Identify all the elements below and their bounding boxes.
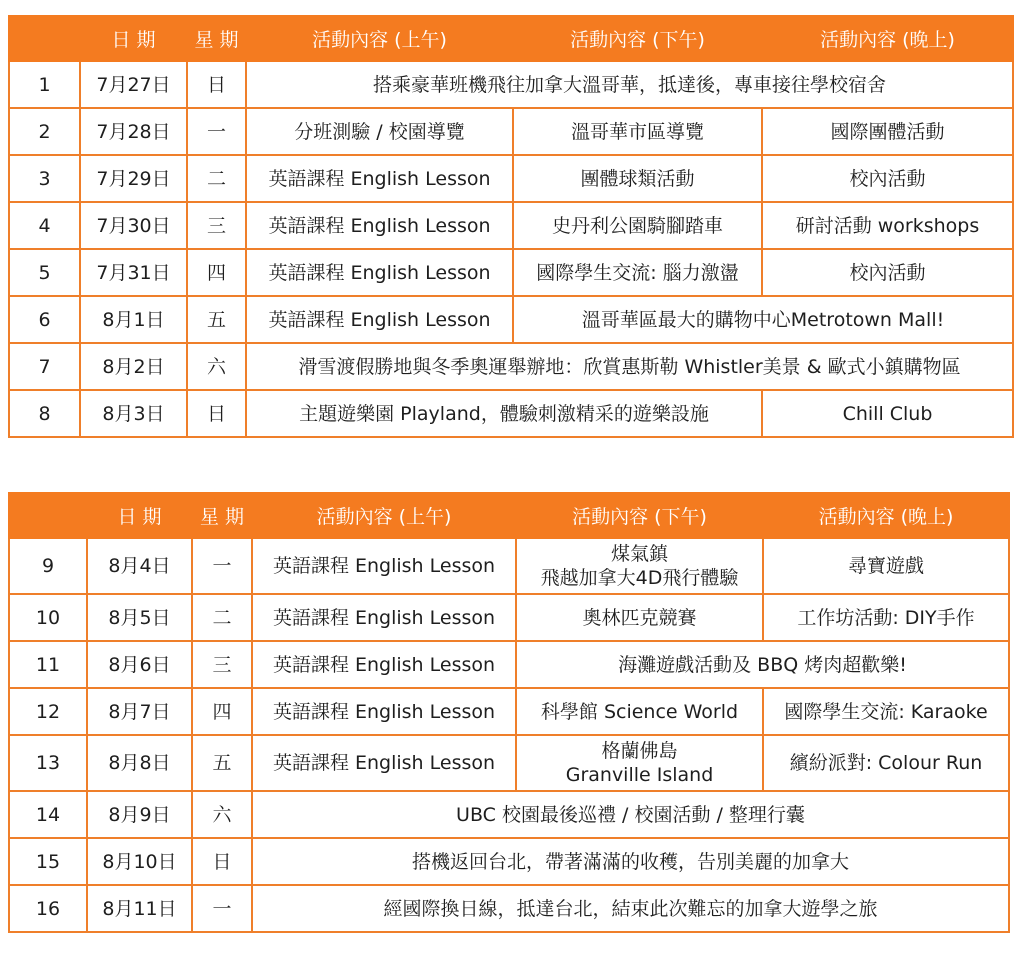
weekday-cell: 三 — [187, 202, 246, 249]
header-number — [9, 16, 80, 61]
day-number: 5 — [9, 249, 80, 296]
table-row — [9, 838, 1009, 885]
activity-morning: 英語課程 English Lesson — [246, 249, 513, 296]
activity-afternoon — [516, 538, 763, 594]
header-number — [9, 493, 87, 538]
activity-evening: 校內活動 — [762, 155, 1013, 202]
activity-afternoon-line1: 格蘭佛島 — [601, 740, 678, 762]
activity-afternoon: 科學館 Science World — [516, 688, 763, 735]
date-cell: 8月2日 — [80, 343, 187, 390]
activity-afternoon: 史丹利公園騎腳踏車 — [513, 202, 762, 249]
date-cell: 8月11日 — [87, 885, 192, 932]
day-number: 6 — [9, 296, 80, 343]
activity-morning: 英語課程 English Lesson — [246, 296, 513, 343]
day-number: 9 — [9, 538, 87, 594]
table-row — [9, 735, 1009, 791]
date-cell: 8月6日 — [87, 641, 192, 688]
header-evening: 活動內容 (晚上) — [762, 16, 1013, 61]
header-afternoon: 活動內容 (下午) — [513, 16, 762, 61]
weekday-cell: 五 — [187, 296, 246, 343]
day-number: 14 — [9, 791, 87, 838]
weekday-cell: 四 — [192, 688, 252, 735]
schedule-table-week1 — [8, 15, 1014, 438]
activity-afternoon-evening: 海灘遊戲活動及 BBQ 烤肉超歡樂! — [516, 641, 1009, 688]
day-number: 3 — [9, 155, 80, 202]
activity-evening: 校內活動 — [762, 249, 1013, 296]
activity-evening: 工作坊活動: DIY手作 — [763, 594, 1009, 641]
schedule-table-week2 — [8, 492, 1010, 933]
table-row — [9, 641, 1009, 688]
weekday-cell: 三 — [192, 641, 252, 688]
activity-afternoon — [516, 735, 763, 791]
activity-evening: 繽紛派對: Colour Run — [763, 735, 1009, 791]
table-row — [9, 688, 1009, 735]
date-cell: 8月7日 — [87, 688, 192, 735]
activity-all-day: 搭機返回台北，帶著滿滿的收穫，告別美麗的加拿大 — [252, 838, 1009, 885]
activity-afternoon-line2: 飛越加拿大4D飛行體驗 — [540, 567, 739, 589]
date-cell: 7月27日 — [80, 61, 187, 108]
weekday-cell: 二 — [187, 155, 246, 202]
table-header-row — [9, 493, 1009, 538]
day-number: 12 — [9, 688, 87, 735]
activity-evening: 國際學生交流: Karaoke — [763, 688, 1009, 735]
activity-morning: 分班測驗 / 校園導覽 — [246, 108, 513, 155]
table-row — [9, 155, 1013, 202]
weekday-cell: 日 — [192, 838, 252, 885]
header-afternoon: 活動內容 (下午) — [516, 493, 763, 538]
activity-afternoon: 奧林匹克競賽 — [516, 594, 763, 641]
table-row — [9, 61, 1013, 108]
table-row — [9, 791, 1009, 838]
date-cell: 7月30日 — [80, 202, 187, 249]
header-morning: 活動內容 (上午) — [246, 16, 513, 61]
table-row — [9, 594, 1009, 641]
date-cell: 7月31日 — [80, 249, 187, 296]
table-row — [9, 390, 1013, 437]
activity-afternoon: 國際學生交流: 腦力激盪 — [513, 249, 762, 296]
activity-morning: 英語課程 English Lesson — [252, 688, 516, 735]
header-weekday: 星 期 — [187, 16, 246, 61]
header-date: 日 期 — [87, 493, 192, 538]
table-row — [9, 538, 1009, 594]
activity-morning: 英語課程 English Lesson — [246, 155, 513, 202]
activity-morning: 英語課程 English Lesson — [252, 538, 516, 594]
weekday-cell: 一 — [192, 538, 252, 594]
activity-all-day: 搭乘豪華班機飛往加拿大溫哥華，抵達後，專車接往學校宿舍 — [246, 61, 1013, 108]
date-cell: 8月8日 — [87, 735, 192, 791]
table-row — [9, 296, 1013, 343]
date-cell: 7月29日 — [80, 155, 187, 202]
table-header-row — [9, 16, 1013, 61]
activity-afternoon: 溫哥華市區導覽 — [513, 108, 762, 155]
activity-morning: 英語課程 English Lesson — [252, 735, 516, 791]
activity-afternoon-evening: 溫哥華區最大的購物中心Metrotown Mall! — [513, 296, 1013, 343]
activity-morning: 英語課程 English Lesson — [252, 594, 516, 641]
table-row — [9, 202, 1013, 249]
day-number: 16 — [9, 885, 87, 932]
weekday-cell: 二 — [192, 594, 252, 641]
activity-morning: 英語課程 English Lesson — [246, 202, 513, 249]
activity-afternoon: 團體球類活動 — [513, 155, 762, 202]
activity-evening: Chill Club — [762, 390, 1013, 437]
table-row — [9, 249, 1013, 296]
activity-afternoon-line1: 煤氣鎮 — [610, 543, 668, 565]
day-number: 1 — [9, 61, 80, 108]
day-number: 7 — [9, 343, 80, 390]
day-number: 4 — [9, 202, 80, 249]
table-row — [9, 885, 1009, 932]
header-weekday: 星 期 — [192, 493, 252, 538]
activity-evening: 研討活動 workshops — [762, 202, 1013, 249]
weekday-cell: 日 — [187, 61, 246, 108]
header-morning: 活動內容 (上午) — [252, 493, 516, 538]
weekday-cell: 日 — [187, 390, 246, 437]
weekday-cell: 六 — [192, 791, 252, 838]
weekday-cell: 六 — [187, 343, 246, 390]
weekday-cell: 五 — [192, 735, 252, 791]
date-cell: 8月10日 — [87, 838, 192, 885]
table-row — [9, 343, 1013, 390]
activity-morning-afternoon: 主題遊樂園 Playland，體驗刺激精采的遊樂設施 — [246, 390, 762, 437]
activity-all-day: 滑雪渡假勝地與冬季奧運舉辦地：欣賞惠斯勒 Whistler美景 & 歐式小鎮購物區 — [246, 343, 1013, 390]
weekday-cell: 一 — [192, 885, 252, 932]
date-cell: 8月9日 — [87, 791, 192, 838]
header-evening: 活動內容 (晚上) — [763, 493, 1009, 538]
activity-all-day: UBC 校園最後巡禮 / 校園活動 / 整理行囊 — [252, 791, 1009, 838]
date-cell: 8月5日 — [87, 594, 192, 641]
day-number: 15 — [9, 838, 87, 885]
date-cell: 8月3日 — [80, 390, 187, 437]
day-number: 2 — [9, 108, 80, 155]
date-cell: 8月4日 — [87, 538, 192, 594]
day-number: 10 — [9, 594, 87, 641]
date-cell: 8月1日 — [80, 296, 187, 343]
weekday-cell: 一 — [187, 108, 246, 155]
table-row — [9, 108, 1013, 155]
day-number: 11 — [9, 641, 87, 688]
activity-afternoon-line2: Granville Island — [565, 764, 714, 786]
weekday-cell: 四 — [187, 249, 246, 296]
activity-evening: 尋寶遊戲 — [763, 538, 1009, 594]
header-date: 日 期 — [80, 16, 187, 61]
date-cell: 7月28日 — [80, 108, 187, 155]
activity-evening: 國際團體活動 — [762, 108, 1013, 155]
day-number: 13 — [9, 735, 87, 791]
activity-morning: 英語課程 English Lesson — [252, 641, 516, 688]
activity-all-day: 經國際換日線，抵達台北，結束此次難忘的加拿大遊學之旅 — [252, 885, 1009, 932]
day-number: 8 — [9, 390, 80, 437]
